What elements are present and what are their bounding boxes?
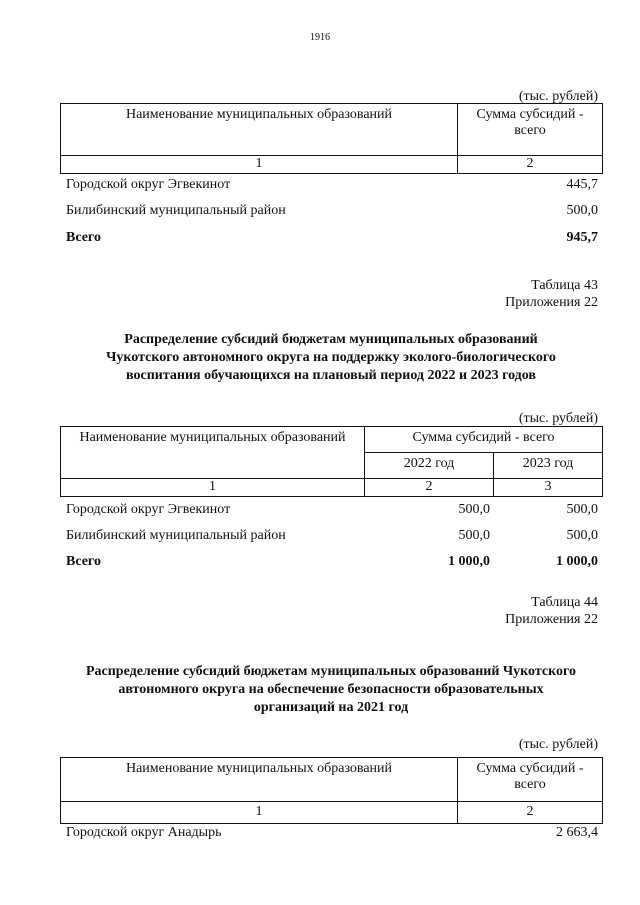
row-value-2023: 500,0 <box>566 502 598 517</box>
subsidy-table-43 <box>60 426 603 497</box>
row-value-2023: 500,0 <box>566 528 598 543</box>
header-year-2023: 2023 год <box>494 453 603 479</box>
index-1: 1 <box>61 156 458 174</box>
units-label: (тыс. рублей) <box>518 737 598 752</box>
table-row <box>66 528 598 546</box>
header-name: Наименование муниципальных образований <box>61 427 365 479</box>
row-value-2022: 500,0 <box>458 528 490 543</box>
total-value: 945,7 <box>566 230 598 245</box>
appendix-label: Приложения 22 <box>505 612 598 627</box>
appendix-label: Приложения 22 <box>505 295 598 310</box>
row-value-2022: 500,0 <box>458 502 490 517</box>
table-43-heading <box>60 331 602 385</box>
table-44-ref <box>505 594 598 628</box>
total-name: Всего <box>66 230 101 245</box>
row-name: Городской округ Анадырь <box>66 825 222 840</box>
page-number: 1916 <box>310 32 330 43</box>
row-name: Билибинский муниципальный район <box>66 528 286 543</box>
total-value-2023: 1 000,0 <box>556 554 598 569</box>
header-sum: Сумма субсидий - всего <box>458 104 603 156</box>
heading-line: Чукотского автономного округа на поддержку эколого-биологического <box>106 350 556 365</box>
header-name: Наименование муниципальных образований <box>61 104 458 156</box>
subsidy-table-1 <box>60 103 603 174</box>
header-year-2022: 2022 год <box>365 453 494 479</box>
row-name: Билибинский муниципальный район <box>66 203 286 218</box>
table-43-ref <box>505 277 598 311</box>
header-sum: Сумма субсидий - всего <box>458 758 603 802</box>
table-row <box>66 825 598 843</box>
table-row <box>66 502 598 520</box>
heading-line: Распределение субсидий бюджетам муниципальных образований <box>124 332 538 347</box>
header-name: Наименование муниципальных образований <box>61 758 458 802</box>
table-44-heading <box>60 663 602 717</box>
row-name: Городской округ Эгвекинот <box>66 177 231 192</box>
row-value: 445,7 <box>566 177 598 192</box>
units-label: (тыс. рублей) <box>518 89 598 104</box>
heading-line: воспитания обучающихся на плановый период 2022 и 2023 годов <box>126 368 536 383</box>
table-row <box>66 203 598 221</box>
index-3: 3 <box>494 479 603 497</box>
units-label: (тыс. рублей) <box>518 411 598 426</box>
row-name: Городской округ Эгвекинот <box>66 502 231 517</box>
row-value: 2 663,4 <box>556 825 598 840</box>
total-name: Всего <box>66 554 101 569</box>
total-row <box>66 554 598 572</box>
index-2: 2 <box>365 479 494 497</box>
header-sum: Сумма субсидий - всего <box>365 427 603 453</box>
total-row <box>66 230 598 248</box>
total-value-2022: 1 000,0 <box>448 554 490 569</box>
index-2: 2 <box>458 156 603 174</box>
heading-line: автономного округа на обеспечение безопасности образовательных <box>118 682 544 697</box>
table-row <box>66 177 598 195</box>
index-2: 2 <box>458 802 603 824</box>
index-1: 1 <box>61 479 365 497</box>
row-value: 500,0 <box>566 203 598 218</box>
subsidy-table-44 <box>60 757 603 824</box>
heading-line: организаций на 2021 год <box>253 700 409 715</box>
table-label: Таблица 44 <box>531 595 598 610</box>
table-label: Таблица 43 <box>531 278 598 293</box>
heading-line: Распределение субсидий бюджетам муниципальных образований Чукотского <box>85 664 577 679</box>
index-1: 1 <box>61 802 458 824</box>
